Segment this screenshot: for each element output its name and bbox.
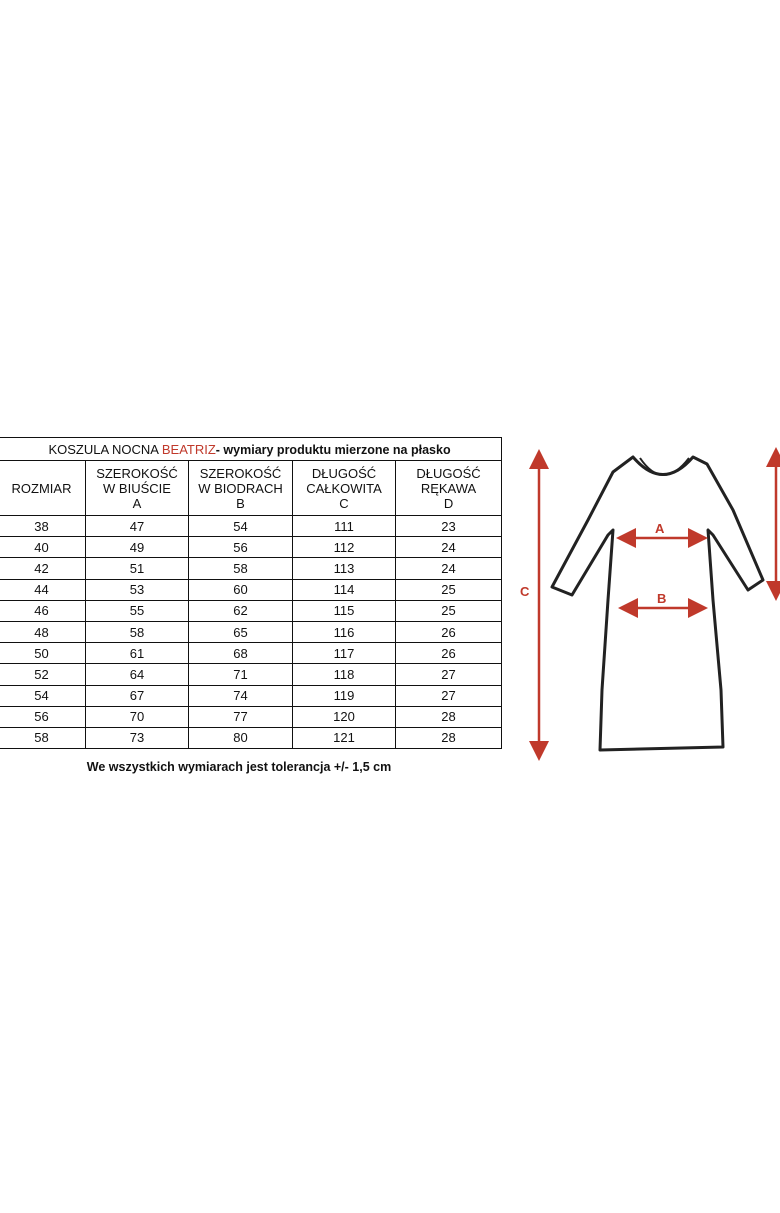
table-row [0,643,502,664]
table-cell: 26 [396,621,502,642]
table-row [0,685,502,706]
column-header-line: DŁUGOŚĆ [416,465,481,481]
table-cell: 67 [86,685,189,706]
table-cell: 25 [396,600,502,621]
column-header-line: B [236,495,245,511]
table-cell: 40 [0,537,86,558]
table-cell: 112 [293,537,396,558]
table-cell: 50 [0,643,86,664]
label-b: B [657,591,667,606]
table-cell: 54 [0,685,86,706]
table-cell: 56 [0,706,86,727]
table-cell: 61 [86,643,189,664]
table-cell: 52 [0,664,86,685]
table-row [0,664,502,685]
table-cell: 42 [0,558,86,579]
table-cell: 27 [396,664,502,685]
table-cell: 70 [86,706,189,727]
table-cell: 26 [396,643,502,664]
column-header-line: D [443,495,454,511]
table-cell: 24 [396,558,502,579]
table-cell: 73 [86,727,189,748]
table-cell: 77 [189,706,293,727]
column-header [189,461,293,516]
table-cell: 44 [0,579,86,600]
table-row [0,621,502,642]
table-cell: 68 [189,643,293,664]
table-cell: 53 [86,579,189,600]
table-row [0,727,502,748]
table-cell: 58 [189,558,293,579]
column-header [0,461,86,516]
column-header-line: C [339,495,349,511]
table-cell: 116 [293,621,396,642]
column-header-line: ROZMIAR [11,480,72,496]
tolerance-note: We wszystkich wymiarach jest tolerancja +/- 1,5 cm [86,760,392,774]
label-c: C [520,584,530,599]
table-cell: 62 [189,600,293,621]
table-cell: 54 [189,516,293,537]
column-header-line: DŁUGOŚĆ [311,465,377,481]
column-header-line: W BIUŚCIE [103,480,171,496]
column-header-line: A [132,495,142,511]
table-cell: 38 [0,516,86,537]
column-header-line: W BIODRACH [198,480,283,496]
table-cell: 46 [0,600,86,621]
table-title [0,438,502,461]
table-cell: 58 [86,621,189,642]
table-cell: 74 [189,685,293,706]
table-cell: 119 [293,685,396,706]
table-cell: 118 [293,664,396,685]
table-cell: 113 [293,558,396,579]
table-cell: 117 [293,643,396,664]
table-cell: 28 [396,727,502,748]
column-header [86,461,189,516]
table-cell: 23 [396,516,502,537]
column-header [293,461,396,516]
table-cell: 24 [396,537,502,558]
table-cell: 48 [0,621,86,642]
table-cell: 114 [293,579,396,600]
table-cell: 49 [86,537,189,558]
table-cell: 56 [189,537,293,558]
table-cell: 25 [396,579,502,600]
table-cell: 71 [189,664,293,685]
table-row [0,579,502,600]
table-cell: 28 [396,706,502,727]
column-header [396,461,502,516]
table-cell: 80 [189,727,293,748]
table-row [0,706,502,727]
size-rows [0,516,502,749]
table-cell: 121 [293,727,396,748]
table-cell: 64 [86,664,189,685]
column-header-line: SZEROKOŚĆ [199,465,282,481]
table-cell: 111 [293,516,396,537]
table-row [0,516,502,537]
table-cell: 51 [86,558,189,579]
column-header-line: SZEROKOŚĆ [96,465,178,481]
table-cell: 27 [396,685,502,706]
table-cell: 120 [293,706,396,727]
table-row [0,558,502,579]
product-name: KOSZULA NOCNA [48,441,162,457]
label-a: A [655,521,665,536]
table-row [0,537,502,558]
table-cell: 47 [86,516,189,537]
table-cell: 115 [293,600,396,621]
column-header-row [0,461,502,516]
dress-diagram [505,440,780,770]
title-suffix: - wymiary produktu mierzone na płasko [215,442,451,457]
size-chart-table [0,437,502,749]
model-name: BEATRIZ [161,441,216,457]
table-cell: 55 [86,600,189,621]
table-cell: 65 [189,621,293,642]
column-header-line: RĘKAWA [420,480,477,496]
table-row [0,600,502,621]
dress-diagram-svg [505,440,780,770]
table-cell: 58 [0,727,86,748]
table-cell: 60 [189,579,293,600]
column-header-line: CAŁKOWITA [306,480,382,496]
